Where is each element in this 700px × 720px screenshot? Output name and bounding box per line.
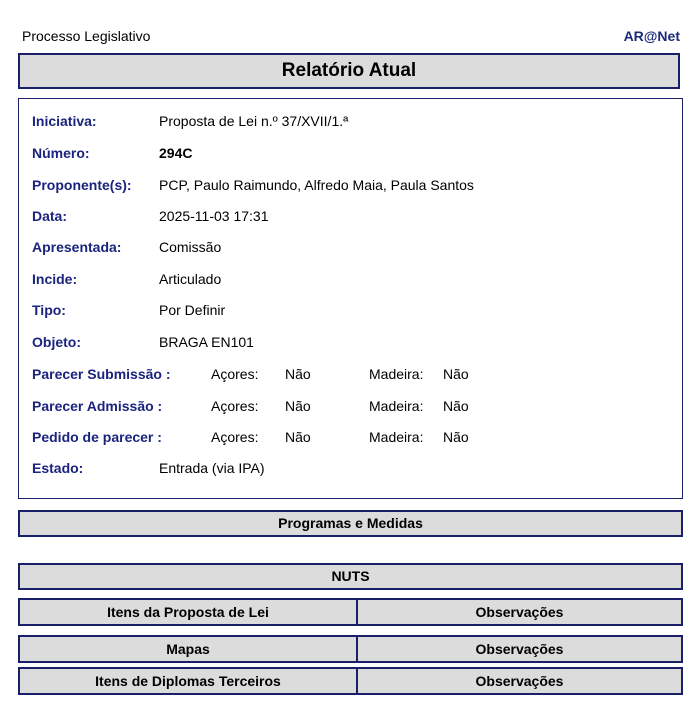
proponentes-label: Proponente(s): [32, 177, 132, 193]
parecer-admissao-madeira-label: Madeira: [369, 398, 424, 414]
tipo-value: Por Definir [159, 302, 226, 318]
header-app-name: Processo Legislativo [22, 28, 151, 44]
itens-diplomas-observacoes-header: Observações [475, 673, 564, 689]
parecer-admissao-madeira-value: Não [443, 398, 469, 414]
proponentes-value: PCP, Paulo Raimundo, Alfredo Maia, Paula Santos [159, 177, 474, 193]
itens-proposta-observacoes-header: Observações [475, 604, 564, 620]
parecer-submissao-label: Parecer Submissão : [32, 366, 171, 382]
estado-value: Entrada (via IPA) [159, 460, 265, 476]
parecer-submissao-acores-label: Açores: [211, 366, 259, 382]
iniciativa-value: Proposta de Lei n.º 37/XVII/1.ª [159, 113, 349, 129]
data-value: 2025-11-03 17:31 [159, 208, 269, 224]
section-itens-diplomas [18, 667, 683, 695]
tipo-label: Tipo: [32, 302, 66, 318]
estado-label: Estado: [32, 460, 84, 476]
report-details-box [18, 98, 683, 499]
parecer-submissao-madeira-label: Madeira: [369, 366, 424, 382]
mapas-observacoes-header: Observações [475, 641, 564, 657]
parecer-admissao-acores-label: Açores: [211, 398, 259, 414]
pedido-parecer-acores-label: Açores: [211, 429, 259, 445]
numero-label: Número: [32, 145, 90, 161]
incide-label: Incide: [32, 271, 78, 287]
incide-value: Articulado [159, 271, 222, 287]
header-brand: AR@Net [623, 28, 680, 44]
parecer-submissao-madeira-value: Não [443, 366, 469, 382]
pedido-parecer-acores-value: Não [285, 429, 311, 445]
section-nuts: NUTS [18, 563, 683, 590]
itens-proposta-header: Itens da Proposta de Lei [20, 600, 358, 624]
apresentada-value: Comissão [159, 239, 222, 255]
pedido-parecer-madeira-value: Não [443, 429, 469, 445]
itens-diplomas-header: Itens de Diplomas Terceiros [20, 669, 358, 693]
objeto-value: BRAGA EN101 [159, 334, 254, 350]
data-label: Data: [32, 208, 68, 224]
report-title: Relatório Atual [18, 53, 680, 89]
objeto-label: Objeto: [32, 334, 81, 350]
mapas-header: Mapas [20, 637, 358, 661]
apresentada-label: Apresentada: [32, 239, 122, 255]
parecer-submissao-acores-value: Não [285, 366, 311, 382]
numero-value: 294C [159, 145, 193, 161]
pedido-parecer-label: Pedido de parecer : [32, 429, 162, 445]
section-programas-medidas: Programas e Medidas [18, 510, 683, 537]
section-itens-proposta [18, 598, 683, 626]
section-mapas [18, 635, 683, 663]
parecer-admissao-acores-value: Não [285, 398, 311, 414]
pedido-parecer-madeira-label: Madeira: [369, 429, 424, 445]
parecer-admissao-label: Parecer Admissão : [32, 398, 163, 414]
iniciativa-label: Iniciativa: [32, 113, 97, 129]
